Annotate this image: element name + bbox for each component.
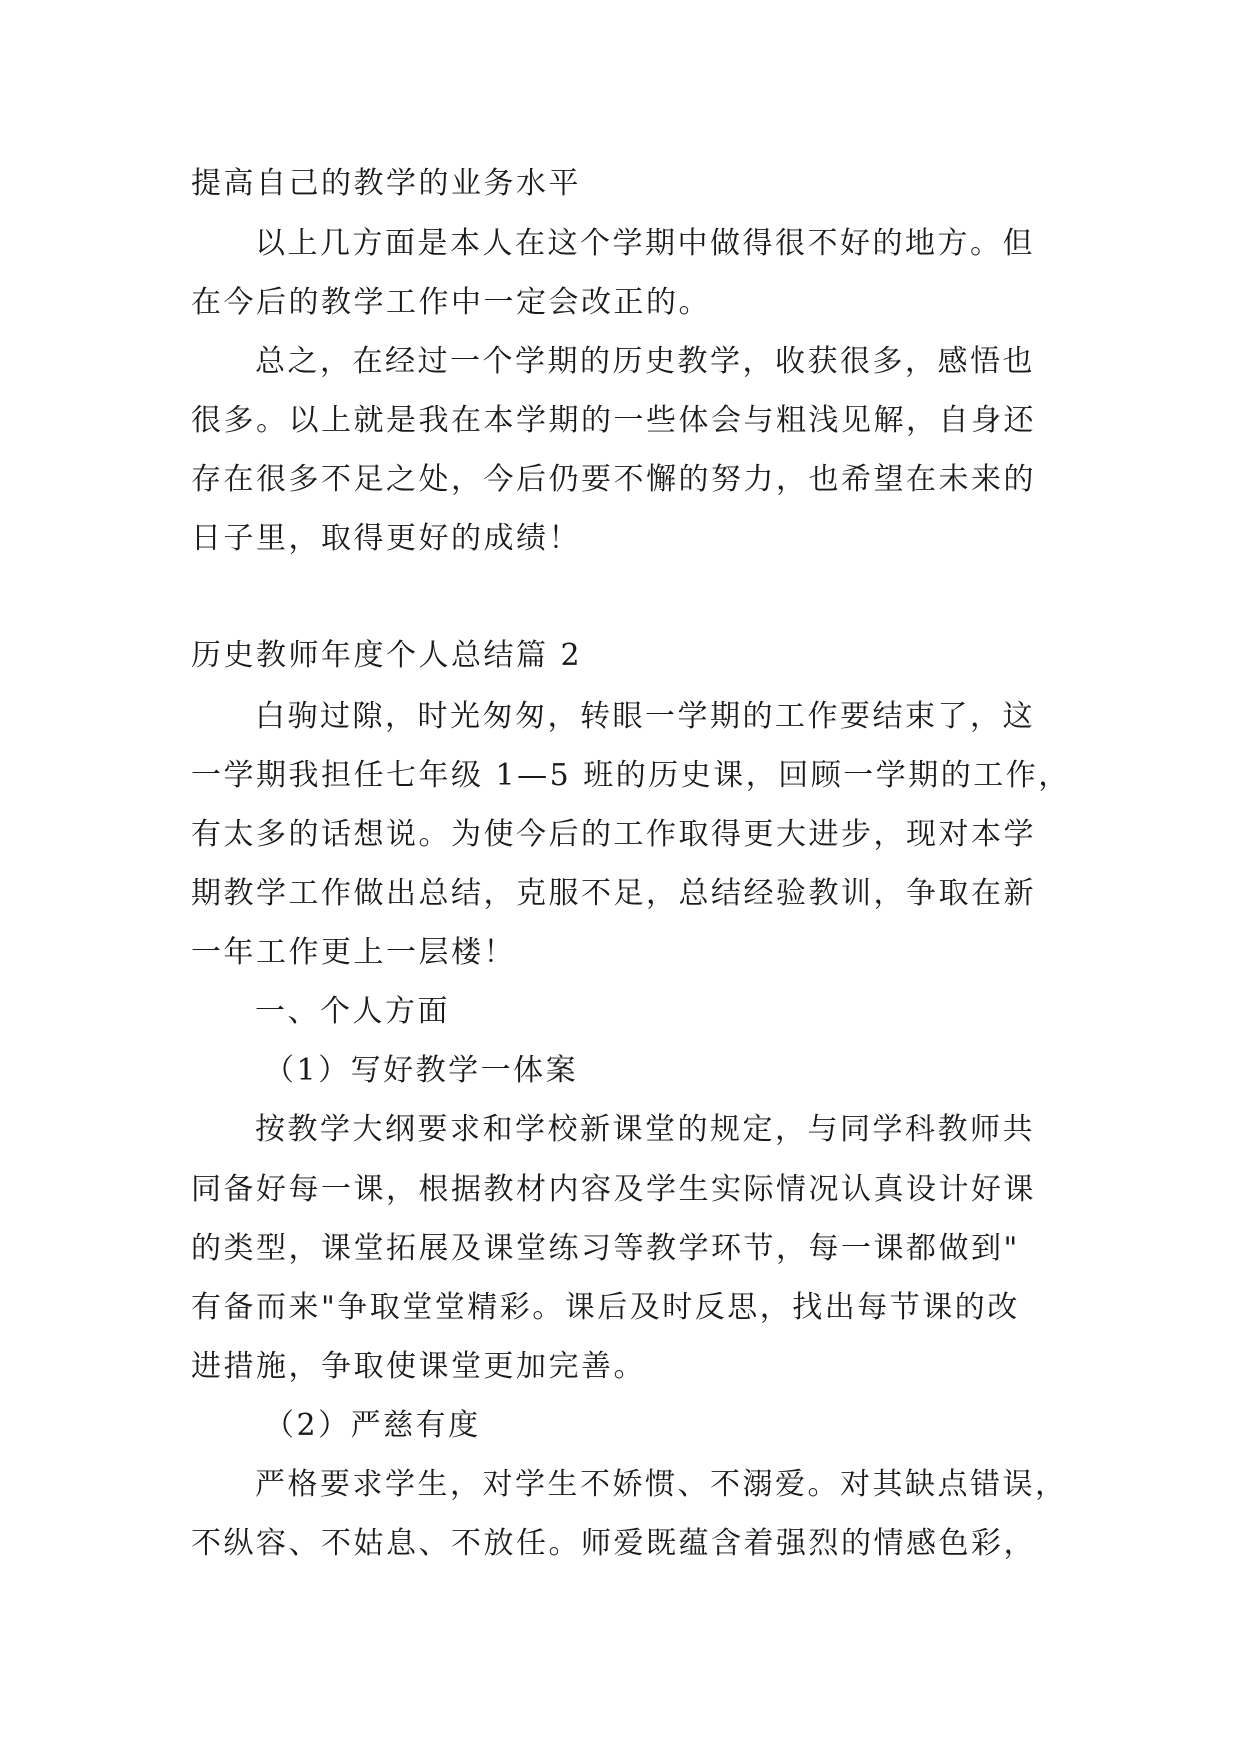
text-line: 严格要求学生，对学生不娇惯、不溺爱。对其缺点错误，: [255, 1467, 1068, 1502]
subheading: （2）严慈有度: [264, 1408, 481, 1443]
text-line: 的类型，课堂拓展及课堂练习等教学环节，每一课都做到": [191, 1231, 1020, 1266]
text-line: 有太多的话想说。为使今后的工作取得更大进步，现对本学: [191, 817, 1036, 852]
text-line: 很多。以上就是我在本学期的一些体会与粗浅见解，自身还: [191, 403, 1036, 438]
text-line: 一年工作更上一层楼！: [191, 935, 516, 970]
text-line: 同备好每一课，根据教材内容及学生实际情况认真设计好课: [191, 1172, 1036, 1207]
text-line: 提高自己的教学的业务水平: [191, 166, 581, 201]
text-line: 以上几方面是本人在这个学期中做得很不好的地方。但: [255, 226, 1035, 261]
subheading: 一、个人方面: [255, 994, 450, 1029]
text-line: 不纵容、不姑息、不放任。师爱既蕴含着强烈的情感色彩，: [191, 1526, 1036, 1561]
text-line: 日子里，取得更好的成绩！: [191, 521, 581, 556]
text-line: 存在很多不足之处，今后仍要不懈的努力，也希望在未来的: [191, 462, 1036, 497]
text-line: 按教学大纲要求和学校新课堂的规定，与同学科教师共: [255, 1112, 1035, 1147]
text-line: 总之，在经过一个学期的历史教学，收获很多，感悟也: [255, 344, 1035, 379]
text-line: 白驹过隙，时光匆匆，转眼一学期的工作要结束了，这: [255, 699, 1035, 734]
text-line: 一学期我担任七年级 1—5 班的历史课，回顾一学期的工作，: [191, 758, 1071, 793]
text-line: 进措施，争取使课堂更加完善。: [191, 1349, 646, 1384]
section-heading: 历史教师年度个人总结篇 2: [191, 638, 583, 673]
text-line: 在今后的教学工作中一定会改正的。: [191, 285, 711, 320]
text-line: 期教学工作做出总结，克服不足，总结经验教训，争取在新: [191, 876, 1036, 911]
text-line: 有备而来"争取堂堂精彩。课后及时反思，找出每节课的改: [191, 1290, 1020, 1325]
subheading: （1）写好教学一体案: [264, 1053, 579, 1088]
